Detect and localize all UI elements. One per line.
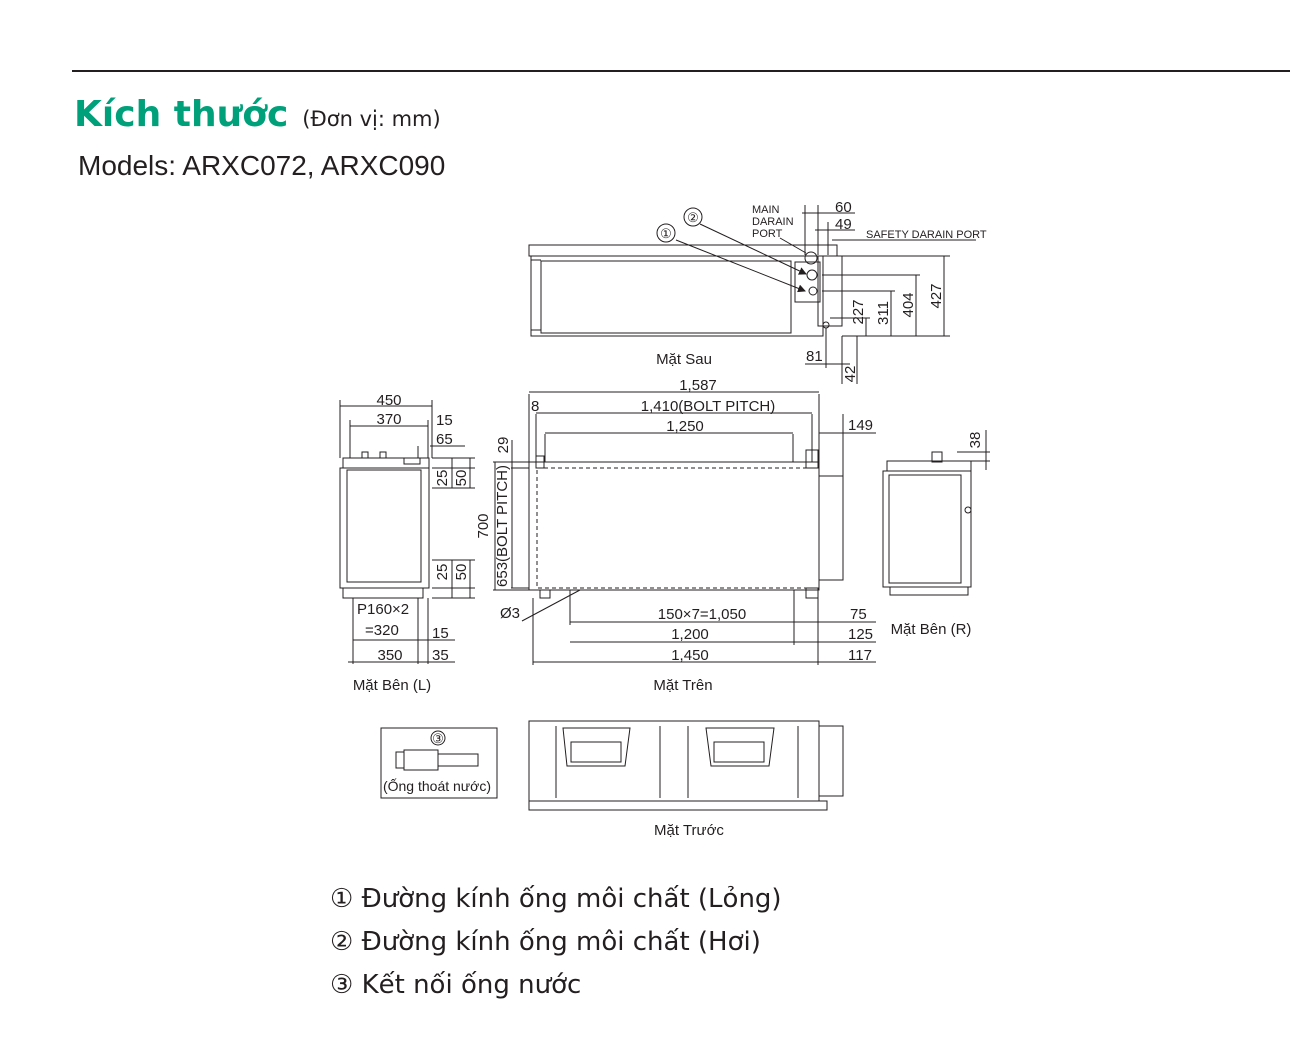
dim-1587: 1,587	[679, 377, 717, 394]
dim-p160-line1: P160×2	[357, 601, 410, 618]
dim-15-top: 15	[436, 412, 453, 429]
front-view	[529, 721, 843, 810]
dim-1200: 1,200	[671, 626, 709, 643]
dim-1450: 1,450	[671, 647, 709, 664]
dim-700: 700	[475, 513, 492, 539]
dim-25-bottom: 25	[434, 563, 451, 581]
top-view-caption: Mặt Trên	[653, 677, 713, 694]
dim-81: 81	[806, 348, 823, 365]
dim-149: 149	[848, 417, 874, 434]
models-label: Models: ARXC072, ARXC090	[78, 150, 446, 181]
dim-50-top: 50	[453, 469, 470, 487]
dim-370: 370	[376, 411, 402, 428]
dim-phi3: Ø3	[500, 605, 521, 622]
dim-49: 49	[835, 216, 852, 233]
right-view-caption: Mặt Bên (R)	[890, 621, 972, 638]
dim-75: 75	[850, 606, 867, 623]
drain-hose-marker: ③	[432, 731, 444, 746]
dim-404: 404	[900, 292, 917, 318]
rear-marker-1: ①	[660, 226, 672, 241]
dim-8: 8	[531, 398, 540, 415]
dim-25-top: 25	[434, 469, 451, 487]
dim-29: 29	[495, 436, 512, 454]
main-drain-port-line1: MAIN	[752, 204, 780, 216]
rear-marker-2: ②	[687, 210, 699, 225]
rear-view-caption: Mặt Sau	[656, 351, 712, 368]
dim-65: 65	[436, 431, 453, 448]
legend-text-2: Đường kính ống môi chất (Hơi)	[361, 927, 761, 957]
legend	[330, 878, 782, 1007]
legend-marker-2: ②	[330, 927, 354, 957]
legend-item-liquid	[330, 878, 782, 921]
safety-drain-port-label: SAFETY DARAIN PORT	[866, 229, 987, 241]
left-side-view	[340, 400, 475, 664]
dim-1410: 1,410(BOLT PITCH)	[640, 398, 776, 415]
left-view-caption: Mặt Bên (L)	[352, 677, 432, 694]
page-title: Kích thước	[74, 94, 289, 135]
dim-60: 60	[835, 199, 852, 216]
dim-1250: 1,250	[666, 418, 704, 435]
legend-marker-3: ③	[330, 970, 354, 1000]
dim-427: 427	[928, 283, 945, 309]
right-side-view	[883, 430, 990, 595]
main-drain-port-line2: DARAIN	[752, 216, 794, 228]
legend-text-3: Kết nối ống nước	[361, 970, 582, 1000]
legend-marker-1: ①	[330, 884, 354, 914]
drain-hose-label: (Ống thoát nước)	[382, 778, 492, 794]
dim-125: 125	[848, 626, 874, 643]
legend-item-gas	[330, 921, 782, 964]
dim-p160-line2: =320	[365, 622, 399, 639]
dim-653: 653(BOLT PITCH)	[494, 465, 511, 587]
dim-35: 35	[432, 647, 449, 664]
dim-150x7: 150×7=1,050	[657, 606, 747, 623]
dim-450: 450	[376, 392, 402, 409]
dim-311: 311	[875, 301, 892, 325]
legend-item-drain	[330, 964, 782, 1007]
dim-42: 42	[842, 365, 859, 383]
unit-note: (Đơn vị: mm)	[302, 107, 441, 131]
main-drain-port-line3: PORT	[752, 228, 783, 240]
dim-50-bottom: 50	[453, 563, 470, 581]
dim-15-bottom: 15	[432, 625, 449, 642]
legend-text-1: Đường kính ống môi chất (Lỏng)	[361, 884, 782, 914]
front-view-caption: Mặt Trước	[654, 822, 724, 839]
dim-38: 38	[967, 431, 984, 449]
dim-117: 117	[848, 647, 872, 664]
dim-350: 350	[377, 647, 403, 664]
dim-227: 227	[850, 299, 867, 325]
